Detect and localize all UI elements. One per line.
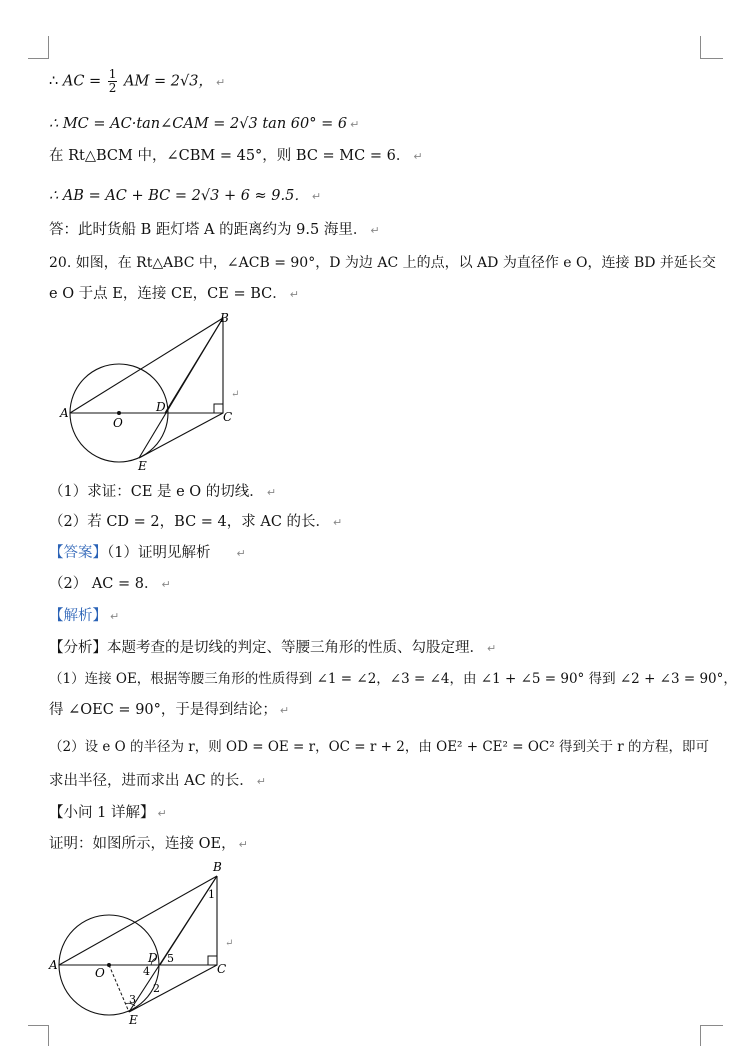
analysis-1-line-b (49, 700, 289, 721)
answer-1-text: （1）证明见解析 (107, 545, 211, 561)
angle-label-1: 1 (208, 888, 215, 901)
angle-label-5: 5 (167, 952, 174, 965)
label-d: D (156, 400, 166, 414)
equation-line-ac: ∴ AC = $\frac{1}{2}$ AM = 2√3， ↵ (49, 67, 226, 95)
label-b: B (220, 311, 229, 325)
analysis-summary-line (49, 638, 496, 659)
part-1-question (49, 482, 276, 503)
label-a: A (60, 406, 69, 420)
return-mark: ↵ (256, 775, 267, 788)
geometry-figure-1 (55, 308, 255, 473)
return-mark: ↵ (110, 610, 120, 623)
return-mark: ↵ (370, 224, 380, 237)
crop-mark-bottom-right (700, 1025, 723, 1046)
question-20-line-2 (49, 284, 299, 305)
equation-mc-text: ∴ MC = AC·tan∠CAM = 2√3 tan 60° = 6 (49, 116, 348, 132)
part-2-question (49, 512, 342, 533)
segment-ab (59, 876, 217, 965)
analysis-summary-text: 【分析】本题考查的是切线的判定、等腰三角形的性质、勾股定理． (49, 640, 484, 656)
fraction-half (108, 68, 118, 95)
equation-line-bc (49, 146, 423, 167)
sub-question-heading-text: 【小问 1 详解】 (49, 805, 155, 821)
return-mark: ↵ (279, 704, 290, 717)
geometry-figure-2 (45, 858, 245, 1028)
proof-text: 证明：如图所示，连接 OE， (49, 836, 236, 852)
question-20-text-1: 20. 如图，在 Rt△ABC 中，∠ACB = 90°，D 为边 AC 上的点，以 AD 为直径作 e O，连接 BD 并延长交 (49, 255, 716, 271)
analysis-1-line-a (49, 669, 737, 689)
return-mark: ↵ (487, 642, 497, 655)
analysis-tag: 【解析】 (49, 608, 107, 624)
return-mark: ↵ (231, 389, 240, 400)
return-mark: ↵ (238, 838, 248, 851)
analysis-2-line-a (49, 737, 709, 757)
answer-2-line (49, 574, 171, 595)
label-a: A (49, 958, 58, 972)
return-mark: ↵ (266, 486, 277, 499)
angle-label-4: 4 (143, 965, 150, 978)
equation-line-ab (49, 186, 321, 207)
label-o: O (95, 966, 105, 980)
sub-question-heading (49, 803, 167, 824)
segment-oe (109, 965, 129, 1012)
fraction-denominator: 2 (108, 81, 117, 95)
equation-ab-text: ∴ AB = AC + BC = 2√3 + 6 ≈ 9.5． (49, 188, 309, 204)
label-e: E (129, 1013, 138, 1027)
equation-bc-text: 在 Rt△BCM 中，∠CBM = 45°，则 BC = MC = 6． (49, 148, 411, 164)
analysis-1-text-a: （1）连接 OE，根据等腰三角形的性质得到 ∠1 = ∠2，∠3 = ∠4，由 ∠1 + ∠5 = 90° 得到 ∠2 + ∠3 = 90°， (49, 671, 737, 687)
question-20-text-2: e O 于点 E，连接 CE，CE = BC． (49, 286, 287, 302)
tangent-line (165, 318, 223, 413)
label-b: B (213, 860, 222, 874)
return-mark: ↵ (311, 190, 322, 203)
label-d: D (148, 951, 158, 965)
answer-text: 答：此时货船 B 距灯塔 A 的距离约为 9.5 海里． (49, 222, 368, 238)
segment-ce (139, 413, 223, 458)
crop-mark-top-left (28, 36, 49, 59)
analysis-heading-line (49, 606, 119, 627)
part-1-text: （1）求证：CE 是 e O 的切线． (49, 484, 264, 500)
return-mark: ↵ (236, 547, 246, 560)
analysis-2-line-b (49, 771, 266, 792)
return-mark: ↵ (161, 578, 171, 591)
proof-line (49, 834, 248, 855)
right-angle-mark (208, 956, 217, 965)
equation-line-mc (49, 114, 359, 135)
return-mark: ↵ (215, 75, 226, 89)
part-2-text: （2）若 CD = 2，BC = 4，求 AC 的长． (49, 514, 331, 530)
crop-mark-top-right (700, 36, 723, 59)
answer-2-text: （2） AC = 8． (49, 576, 159, 592)
center-dot (107, 963, 111, 967)
label-c: C (217, 962, 227, 976)
angle-label-2: 2 (153, 982, 160, 995)
answer-tag: 【答案】 (49, 545, 107, 561)
analysis-2-text-a: （2）设 e O 的半径为 r，则 OD = OE = r，OC = r + 2，由 OE² + CE² = OC² 得到关于 r 的方程，即可 (49, 739, 709, 755)
answer-heading-line (49, 543, 246, 564)
angle-label-3: 3 (129, 993, 136, 1006)
ac-term: AC (62, 73, 85, 90)
segment-ab (70, 318, 223, 413)
return-mark: ↵ (157, 807, 167, 820)
answer-line (49, 220, 380, 241)
analysis-2-text-b: 求出半径，进而求出 AC 的长． (49, 773, 254, 789)
right-angle-mark (214, 404, 223, 413)
return-mark: ↵ (289, 288, 299, 301)
crop-mark-bottom-left (28, 1025, 49, 1046)
therefore-symbol: ∴ (49, 73, 59, 90)
question-20-line-1 (49, 253, 716, 273)
return-mark: ↵ (413, 150, 423, 163)
label-o: O (113, 416, 123, 430)
analysis-1-text-b: 得 ∠OEC = 90°，于是得到结论； (49, 702, 277, 718)
label-c: C (223, 410, 233, 424)
am-term: AM = 2√3， (124, 73, 213, 90)
return-mark: ↵ (225, 938, 234, 949)
return-mark: ↵ (333, 516, 343, 529)
label-e: E (138, 459, 147, 473)
return-mark: ↵ (350, 118, 360, 131)
fraction-numerator: 1 (108, 67, 117, 81)
center-dot (117, 411, 121, 415)
